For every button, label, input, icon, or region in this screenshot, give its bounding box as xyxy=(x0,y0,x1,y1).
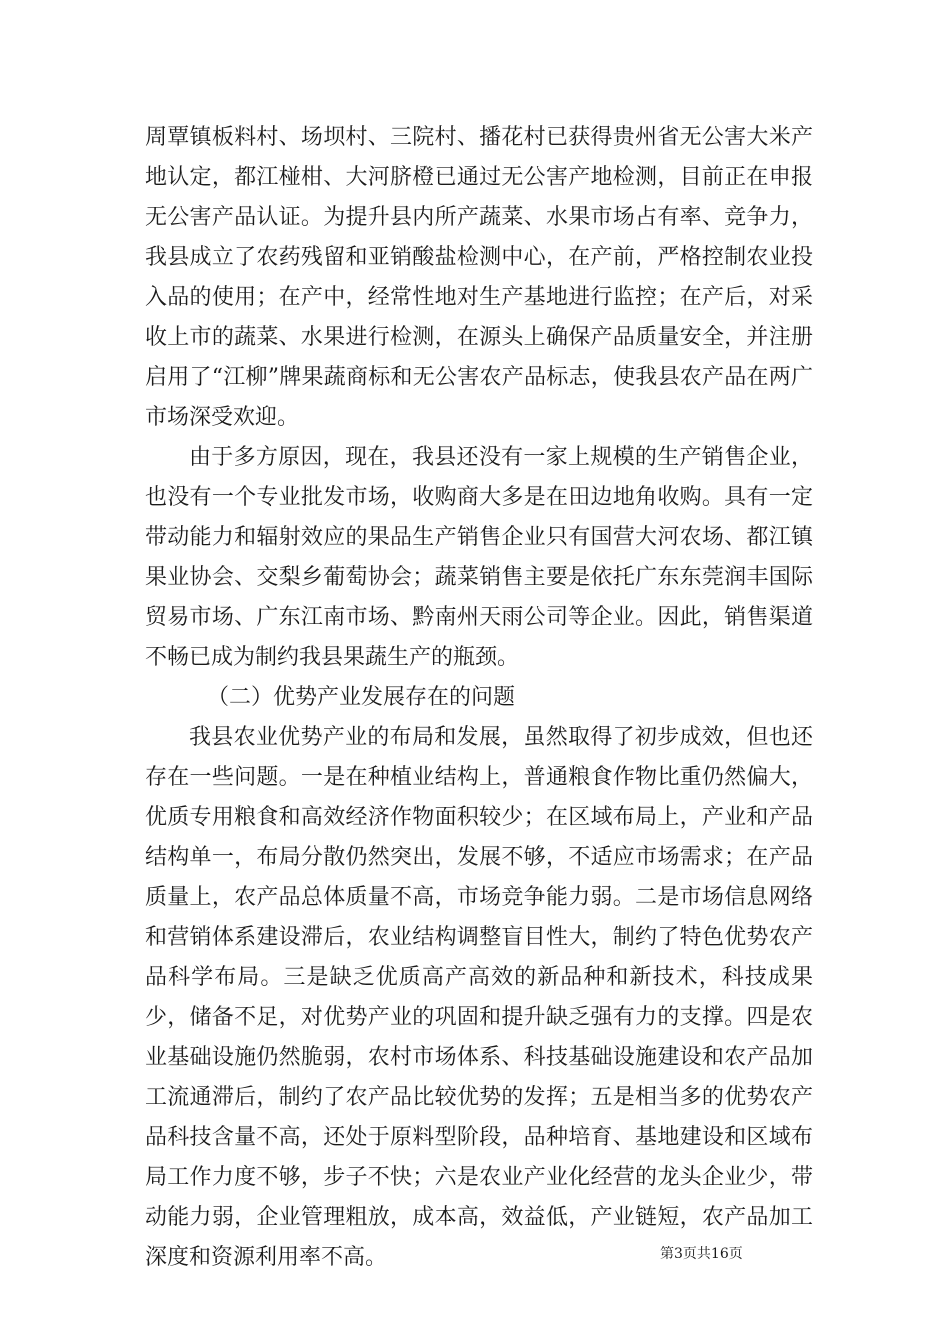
document-body xyxy=(145,118,813,1278)
paragraph-continued: 周覃镇板料村、场坝村、三院村、播花村已获得贵州省无公害大米产地认定，都江椪柑、大河脐橙已通过无公害产地检测，目前正在申报无公害产品认证。为提升县内所产蔬菜、水果市场占有率、竞争力，我县成立了农药残留和亚销酸盐检测中心，在产前，严格控制农业投入品的使用；在产中，经常性地对生产基地进行监控；在产后，对采收上市的蔬菜、水果进行检测，在源头上确保产品质量安全，并注册启用了“江柳”牌果蔬商标和无公害农产品标志，使我县农产品在两广市场深受欢迎。 xyxy=(145,125,813,430)
section-heading: （二）优势产业发展存在的问题 xyxy=(207,685,516,710)
paragraph-problems: 我县农业优势产业的布局和发展，虽然取得了初步成效，但也还存在一些问题。一是在种植业结构上，普通粮食作物比重仍然偏大，优质专用粮食和高效经济作物面积较少；在区域布局上，产业和产品结构单一，布局分散仍然突出，发展不够，不适应市场需求；在产品质量上，农产品总体质量不高，市场竞争能力弱。二是市场信息网络和营销体系建设滞后，农业结构调整盲目性大，制约了特色优势农产品科学布局。三是缺乏优质高产高效的新品种和新技术，科技成果少，储备不足，对优势产业的巩固和提升缺乏强有力的支撑。四是农业基础设施仍然脆弱，农村市场体系、科技基础设施建设和农产品加工流通滞后，制约了农产品比较优势的发挥；五是相当多的优势农产品科技含量不高，还处于原料型阶段，品种培育、基地建设和区域布局工作力度不够，步子不快；六是农业产业化经营的龙头企业少，带动能力弱，企业管理粗放，成本高，效益低，产业链短，农产品加工深度和资源利用率不高。 xyxy=(145,725,813,1270)
page-number-footer: 第3页共16页 xyxy=(660,1246,743,1262)
paragraph-sales-channels: 由于多方原因，现在，我县还没有一家上规模的生产销售企业，也没有一个专业批发市场，收购商大多是在田边地角收购。具有一定带动能力和辐射效应的果品生产销售企业只有国营大河农场、都江镇果业协会、交梨乡葡萄协会；蔬菜销售主要是依托广东东莞润丰国际贸易市场、广东江南市场、黔南州天雨公司等企业。因此，销售渠道不畅已成为制约我县果蔬生产的瓶颈。 xyxy=(145,445,813,670)
